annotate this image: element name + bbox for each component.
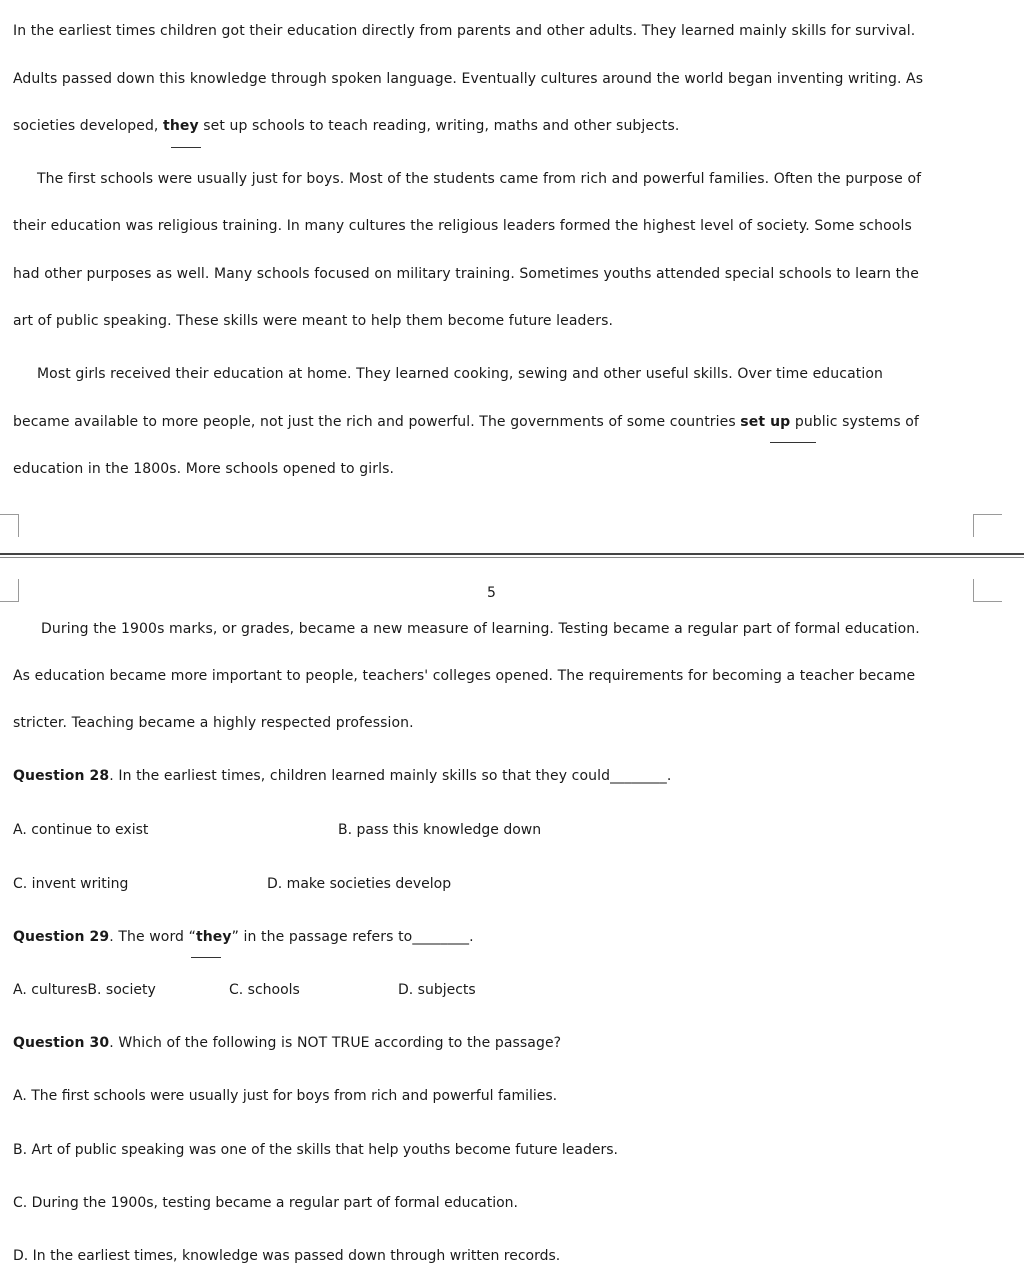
passage-p2-line2: their education was religious training. In many cultures the religious leaders formed the highest level of society. Some schools — [13, 218, 912, 234]
underlined-word-they: they — [163, 118, 199, 134]
question-30 — [13, 1034, 561, 1052]
passage-p3-line2 — [13, 413, 919, 431]
question-28-option-a: A. continue to exist — [13, 822, 149, 838]
passage-p1-line1: In the earliest times children got their education directly from parents and other adults. They learned mainly skills for survival. — [13, 23, 916, 39]
passage-p2-line1: The first schools were usually just for boys. Most of the students came from rich and powerful families. Often the purpose of — [37, 171, 922, 187]
underline-question-29-they — [191, 957, 221, 958]
question-30-text: . Which of the following is NOT TRUE according to the passage? — [109, 1035, 562, 1051]
passage-p3-line1: Most girls received their education at home. They learned cooking, sewing and other useful skills. Over time education — [37, 366, 883, 382]
question-29-option-d: D. subjects — [398, 982, 476, 998]
question-30-option-a: A. The first schools were usually just for boys from rich and powerful families. — [13, 1088, 558, 1104]
passage-p1-line2: Adults passed down this knowledge through spoken language. Eventually cultures around the world began inventing writing. As — [13, 71, 924, 87]
question-28-label: Question 28 — [13, 768, 110, 784]
question-30-option-b: B. Art of public speaking was one of the skills that help youths become future leaders. — [13, 1142, 618, 1158]
question-29 — [13, 928, 474, 946]
passage-p3-line2-post: public systems of — [790, 414, 919, 430]
question-28-option-b: B. pass this knowledge down — [338, 822, 542, 838]
question-28 — [13, 767, 671, 785]
question-29-option-ab: A. culturesB. society — [13, 982, 156, 998]
crop-mark-top-right — [973, 514, 1002, 537]
passage-p2-line3: had other purposes as well. Many schools focused on military training. Sometimes youths attended special schools to learn the — [13, 266, 919, 282]
passage-p4-line3: stricter. Teaching became a highly respected profession. — [13, 715, 414, 731]
crop-mark-top-left — [0, 514, 19, 537]
question-29-label: Question 29 — [13, 929, 110, 945]
question-30-option-d: D. In the earliest times, knowledge was passed down through written records. — [13, 1248, 561, 1264]
underlined-phrase-set-up: set up — [740, 414, 791, 430]
question-28-option-d: D. make societies develop — [267, 876, 452, 892]
passage-p3-line2-pre: became available to more people, not just the rich and powerful. The governments of some countries — [13, 414, 741, 430]
question-29-word-they: they — [195, 929, 232, 945]
passage-p4-line1: During the 1900s marks, or grades, became a new measure of learning. Testing became a regular part of formal education. — [41, 621, 920, 637]
underline-they — [171, 147, 201, 148]
page-break-line-secondary — [0, 557, 1024, 558]
crop-mark-bottom-left — [0, 579, 19, 602]
passage-p3-line3: education in the 1800s. More schools opened to girls. — [13, 461, 395, 477]
passage-p1-line3-post: set up schools to teach reading, writing, maths and other subjects. — [198, 118, 680, 134]
passage-p2-line4: art of public speaking. These skills were meant to help them become future leaders. — [13, 313, 614, 329]
question-29-option-c: C. schools — [229, 982, 300, 998]
page-number: 5 — [487, 585, 496, 601]
question-29-text-pre: . The word “ — [109, 929, 196, 945]
passage-p4-line2: As education became more important to people, teachers' colleges opened. The requirements for becoming a teacher became — [13, 668, 916, 684]
question-29-text-post: ” in the passage refers to________. — [231, 929, 474, 945]
page-break-line — [0, 553, 1024, 555]
passage-p1-line3 — [13, 117, 679, 135]
question-30-label: Question 30 — [13, 1035, 110, 1051]
passage-p1-line3-pre: societies developed, — [13, 118, 164, 134]
underline-set-up — [770, 442, 816, 443]
crop-mark-bottom-right — [973, 579, 1002, 602]
question-28-text: . In the earliest times, children learned mainly skills so that they could________. — [109, 768, 672, 784]
question-28-option-c: C. invent writing — [13, 876, 129, 892]
question-30-option-c: C. During the 1900s, testing became a regular part of formal education. — [13, 1195, 519, 1211]
